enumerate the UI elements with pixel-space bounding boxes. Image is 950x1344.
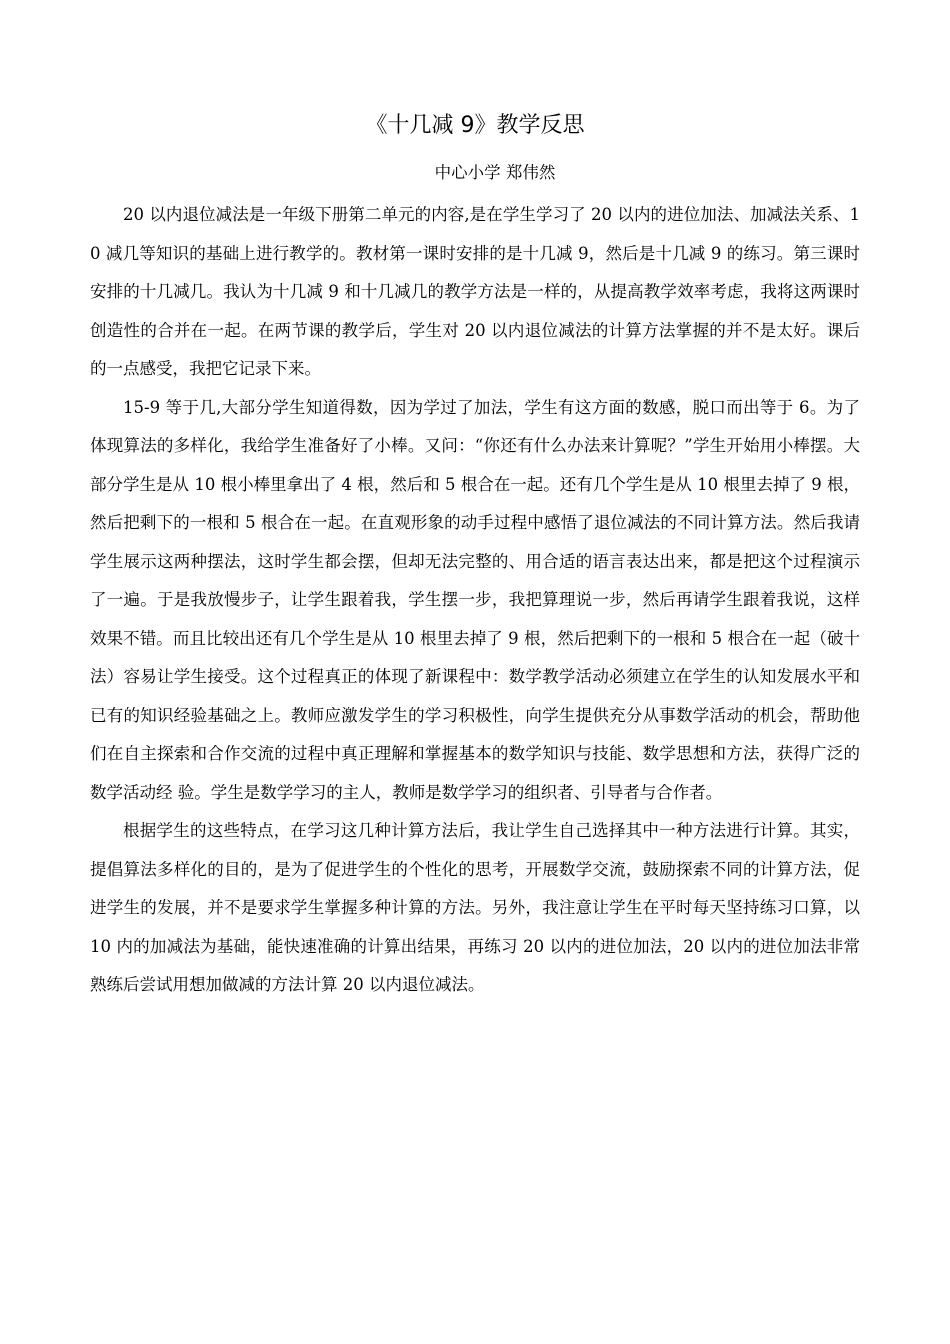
- paragraph-1: 20 以内退位减法是一年级下册第二单元的内容,是在学生学习了 20 以内的进位加法、加减法关系、10 减几等知识的基础上进行教学的。教材第一课时安排的是十几减 9，然后是十几减 9 的练习。第三课时安排的十几减几。我认为十几减 9 和十几减几的教学方法是一样的，从提高教学效率考虑，我将这两课时创造性的合并在一起。在两节课的教学后，学生对 20 以内退位减法的计算方法掌握的并不是太好。课后的一点感受，我把它记录下来。: [90, 205, 860, 378]
- paragraph-3: 根据学生的这些特点，在学习这几种计算方法后，我让学生自己选择其中一种方法进行计算。其实，提倡算法多样化的目的，是为了促进学生的个性化的思考，开展数学交流，鼓励探索不同的计算方法，促进学生的发展，并不是要求学生掌握多种计算的方法。另外，我注意让学生在平时每天坚持练习口算，以 10 内的加减法为基础，能快速准确的计算出结果，再练习 20 以内的进位加法，20 以内的进位加法非常熟练后尝试用想加做减的方法计算 20 以内退位减法。: [90, 821, 860, 994]
- paragraph-2: 15-9 等于几,大部分学生知道得数，因为学过了加法，学生有这方面的数感，脱口而出等于 6。为了体现算法的多样化，我给学生准备好了小棒。又问：“你还有什么办法来计算呢？”学生开始用小棒摆。大部分学生是从 10 根小棒里拿出了 4 根，然后和 5 根合在一起。还有几个学生是从 10 根里去掉了 9 根，然后把剩下的一根和 5 根合在一起。在直观形象的动手过程中感悟了退位减法的不同计算方法。然后我请学生展示这两种摆法，这时学生都会摆，但却无法完整的、用合适的语言表达出来，都是把这个过程演示了一遍。于是我放慢步子，让学生跟着我，学生摆一步，我把算理说一步，然后再请学生跟着我说，这样效果不错。而且比较出还有几个学生是从 10 根里去掉了 9 根，然后把剩下的一根和 5 根合在一起（破十法）容易让学生接受。这个过程真正的体现了新课程中：数学教学活动必须建立在学生的认知发展水平和已有的知识经验基础之上。教师应激发学生的学习积极性，向学生提供充分从事数学活动的机会，帮助他们在自主探索和合作交流的过程中真正理解和掌握基本的数学知识与技能、数学思想和方法，获得广泛的数学活动经 验。学生是数学学习的主人，教师是数学学习的组织者、引导者与合作者。: [90, 397, 860, 802]
- document-title: 《十几减 9》教学反思: [365, 113, 585, 138]
- document-body: [90, 196, 860, 1005]
- document-author: 中心小学 郑伟然: [434, 163, 556, 182]
